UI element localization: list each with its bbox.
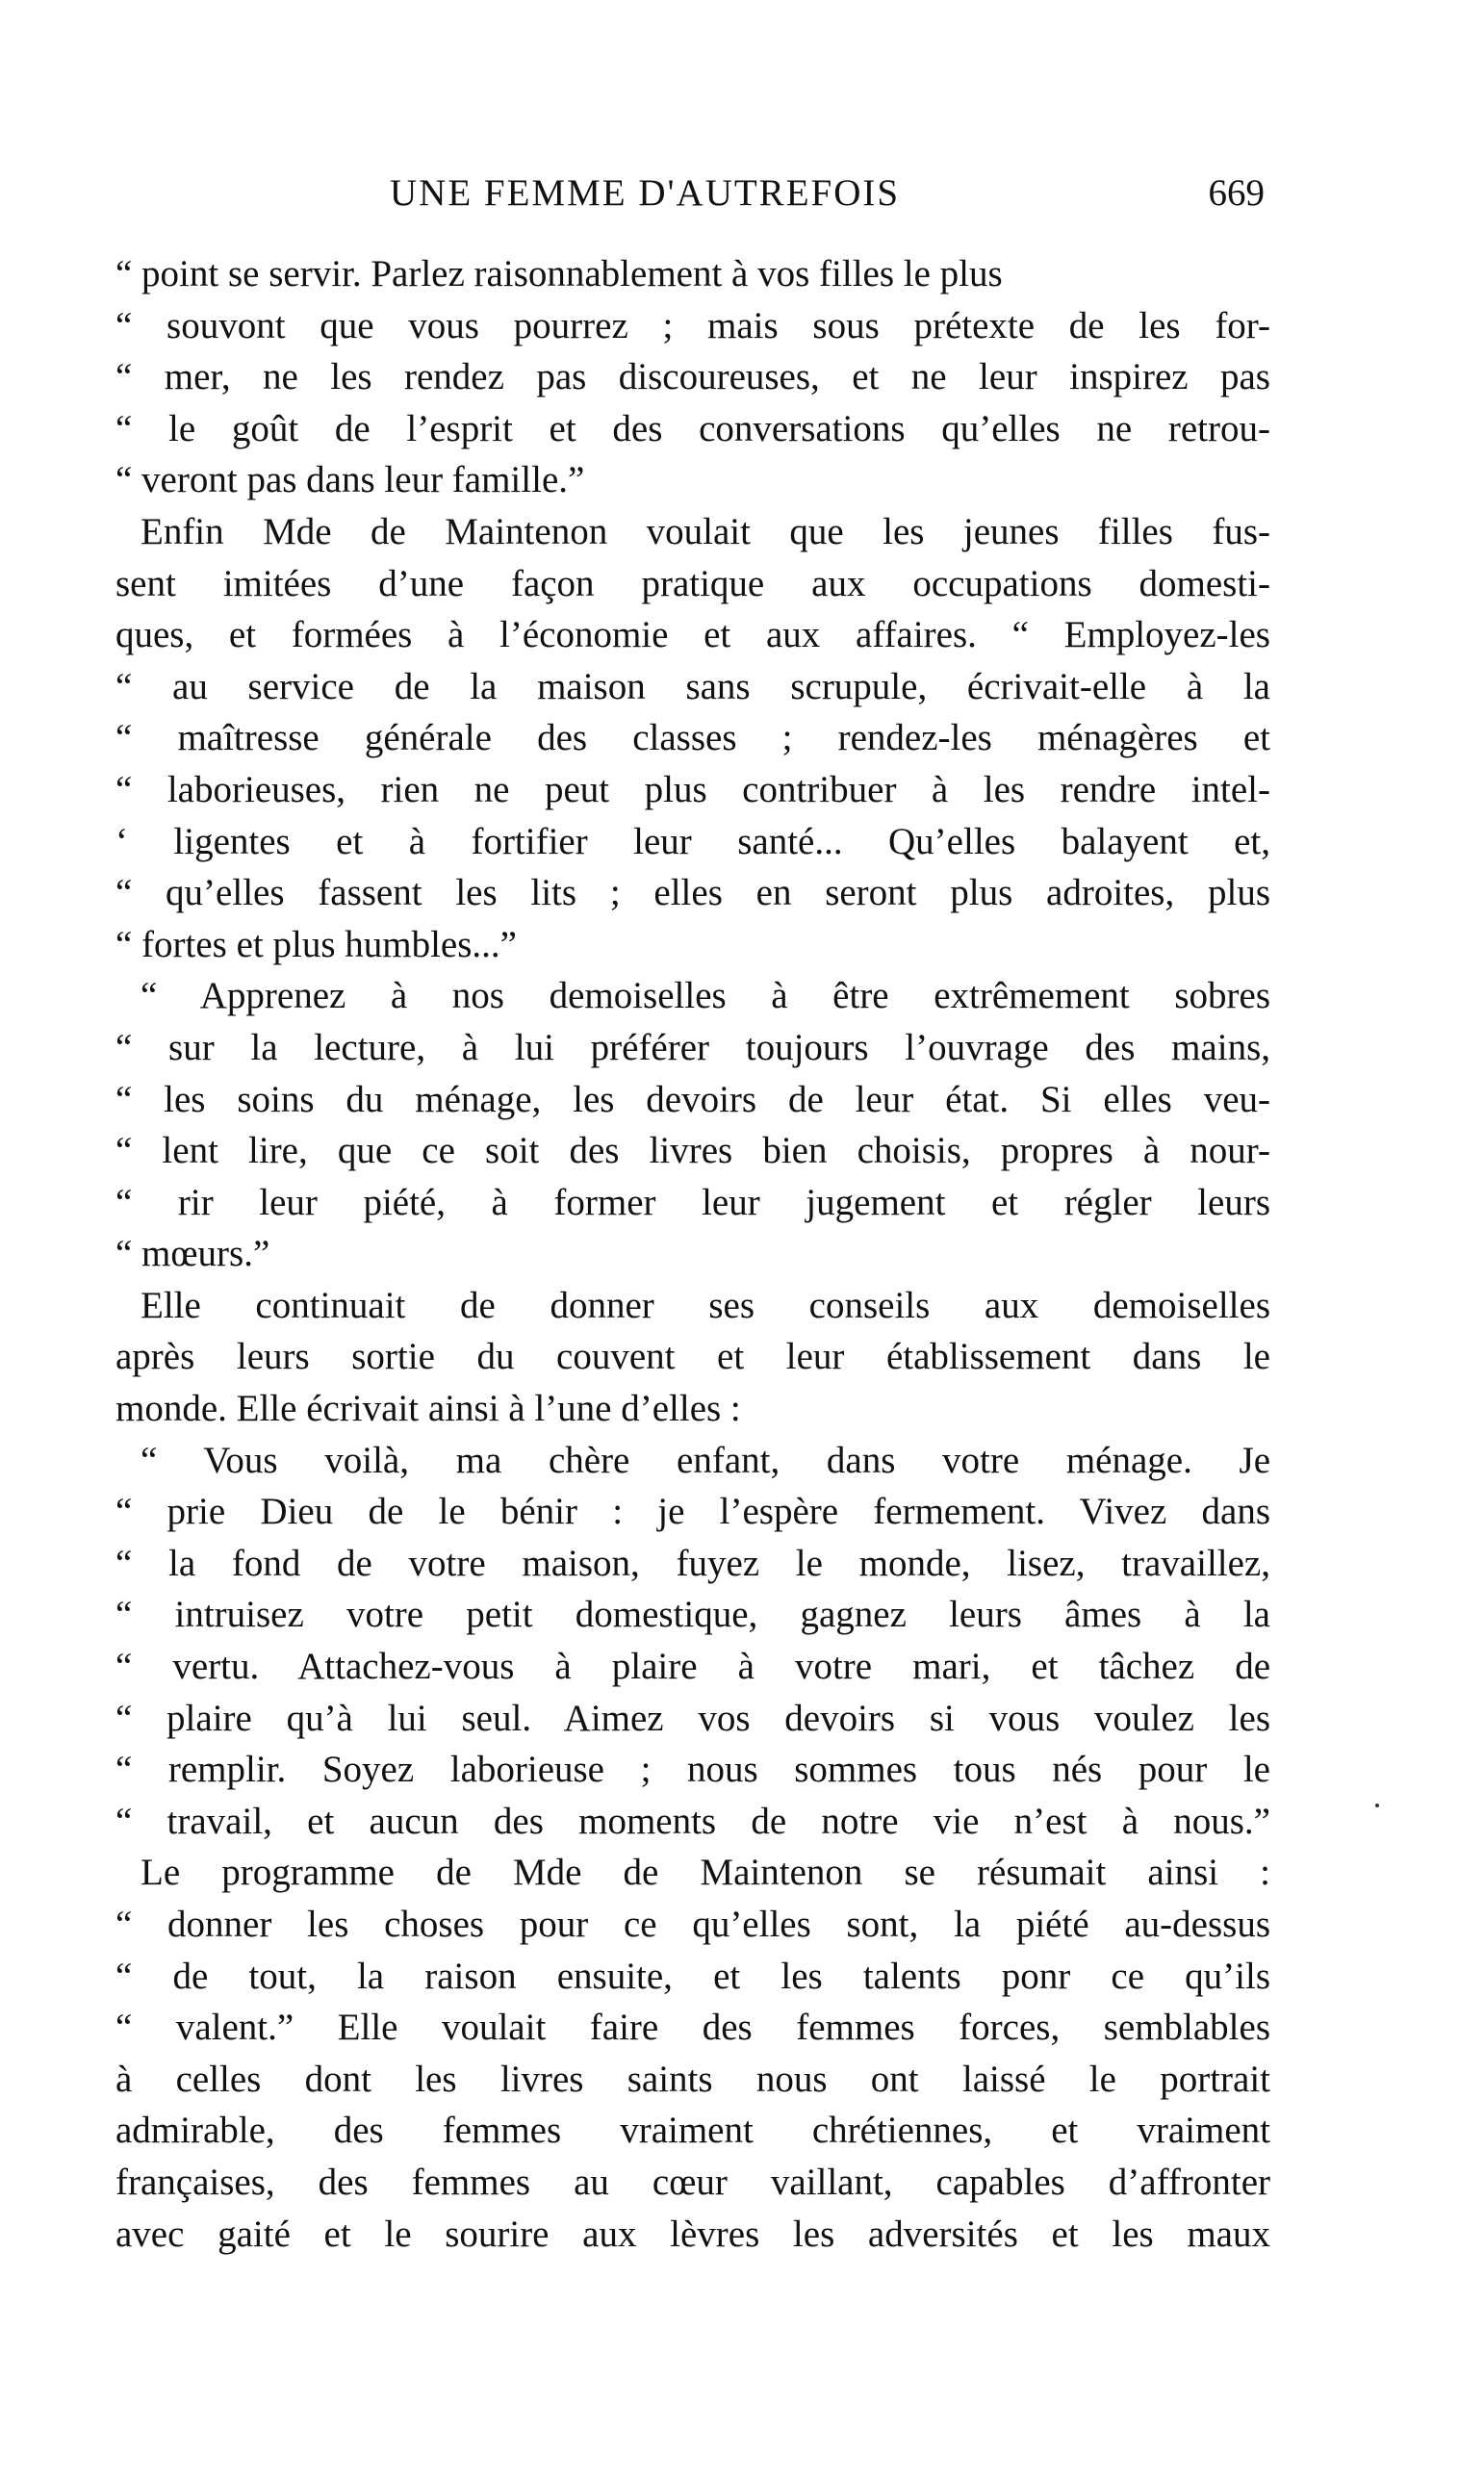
text-line: “ mœurs.” bbox=[115, 1233, 270, 1275]
text-line: ‘ ligentes et à fortifier leur santé... Qu’elles balayent et, bbox=[115, 820, 1270, 862]
text-line: sent imitées d’une façon pratique aux occupations domesti- bbox=[115, 562, 1270, 604]
text-line: “ rir leur piété, à former leur jugement et régler leurs bbox=[115, 1181, 1270, 1223]
text-line: monde. Elle écrivait ainsi à l’une d’elles : bbox=[115, 1388, 741, 1430]
text-line: “ point se servir. Parlez raisonnablement à vos filles le plus bbox=[115, 253, 1003, 294]
text-line: “ qu’elles fassent les lits ; elles en seront plus adroites, plus bbox=[115, 872, 1270, 914]
paragraph-first-line: Elle continuait de donner ses conseils aux demoiselles bbox=[141, 1284, 1270, 1326]
text-line: “ remplir. Soyez laborieuse ; nous sommes tous nés pour le bbox=[115, 1749, 1270, 1791]
page-number: 669 bbox=[1208, 172, 1265, 214]
text-line: “ valent.” Elle voulait faire des femmes forces, semblables bbox=[115, 2007, 1270, 2049]
paragraph-first-line: Enfin Mde de Maintenon voulait que les jeunes filles fus- bbox=[141, 510, 1270, 552]
text-line: “ intruisez votre petit domestique, gagnez leurs âmes à la bbox=[115, 1594, 1270, 1636]
text-line: “ de tout, la raison ensuite, et les talents ponr ce qu’ils bbox=[115, 1955, 1270, 1997]
paragraph-first-line: Le programme de Mde de Maintenon se résumait ainsi : bbox=[141, 1852, 1270, 1894]
paragraph-first-line: “ Vous voilà, ma chère enfant, dans votre ménage. Je bbox=[141, 1439, 1270, 1481]
text-line: ques, et formées à l’économie et aux affaires. “ Employez-les bbox=[115, 614, 1270, 656]
text-line: “ les soins du ménage, les devoirs de leur état. Si elles veu- bbox=[115, 1078, 1270, 1120]
paragraph-first-line: “ Apprenez à nos demoiselles à être extrêmement sobres bbox=[141, 975, 1270, 1017]
text-line: “ veront pas dans leur famille.” bbox=[115, 459, 585, 501]
body-text bbox=[115, 248, 1270, 2260]
text-line: “ sur la lecture, à lui préférer toujours l’ouvrage des mains, bbox=[115, 1026, 1270, 1068]
text-line: “ maîtresse générale des classes ; rendez-les ménagères et bbox=[115, 717, 1270, 759]
text-line: “ donner les choses pour ce qu’elles sont, la piété au-dessus bbox=[115, 1904, 1270, 1945]
text-line: “ fortes et plus humbles...” bbox=[115, 923, 517, 965]
text-line: “ la fond de votre maison, fuyez le monde, lisez, travaillez, bbox=[115, 1542, 1270, 1584]
text-line: “ au service de la maison sans scrupule, écrivait-elle à la bbox=[115, 665, 1270, 707]
text-line: “ souvont que vous pourrez ; mais sous prétexte de les for- bbox=[115, 304, 1270, 346]
text-line: “ vertu. Attachez-vous à plaire à votre mari, et tâchez de bbox=[115, 1646, 1270, 1688]
text-line: “ mer, ne les rendez pas discoureuses, et ne leur inspirez pas bbox=[115, 356, 1270, 398]
page-header bbox=[115, 171, 1270, 219]
text-line: “ le goût de l’esprit et des conversations qu’elles ne retrou- bbox=[115, 407, 1270, 449]
text-line: après leurs sortie du couvent et leur établissement dans le bbox=[115, 1336, 1270, 1378]
stray-ink-mark bbox=[1375, 1804, 1379, 1807]
text-line: “ travail, et aucun des moments de notre vie n’est à nous.” bbox=[115, 1800, 1270, 1842]
text-line: “ plaire qu’à lui seul. Aimez vos devoirs si vous voulez les bbox=[115, 1697, 1270, 1739]
text-line: avec gaité et le sourire aux lèvres les adversités et les maux bbox=[115, 2213, 1270, 2255]
text-line: “ lent lire, que ce soit des livres bien choisis, propres à nour- bbox=[115, 1130, 1270, 1172]
text-line: “ laborieuses, rien ne peut plus contribuer à les rendre intel- bbox=[115, 768, 1270, 810]
text-line: “ prie Dieu de le bénir : je l’espère fermement. Vivez dans bbox=[115, 1491, 1270, 1533]
text-line: françaises, des femmes au cœur vaillant, capables d’affronter bbox=[115, 2161, 1270, 2203]
text-line: admirable, des femmes vraiment chrétiennes, et vraiment bbox=[115, 2110, 1270, 2152]
text-line: à celles dont les livres saints nous ont laissé le portrait bbox=[115, 2058, 1270, 2100]
running-title: UNE FEMME D'AUTREFOIS bbox=[390, 172, 901, 214]
